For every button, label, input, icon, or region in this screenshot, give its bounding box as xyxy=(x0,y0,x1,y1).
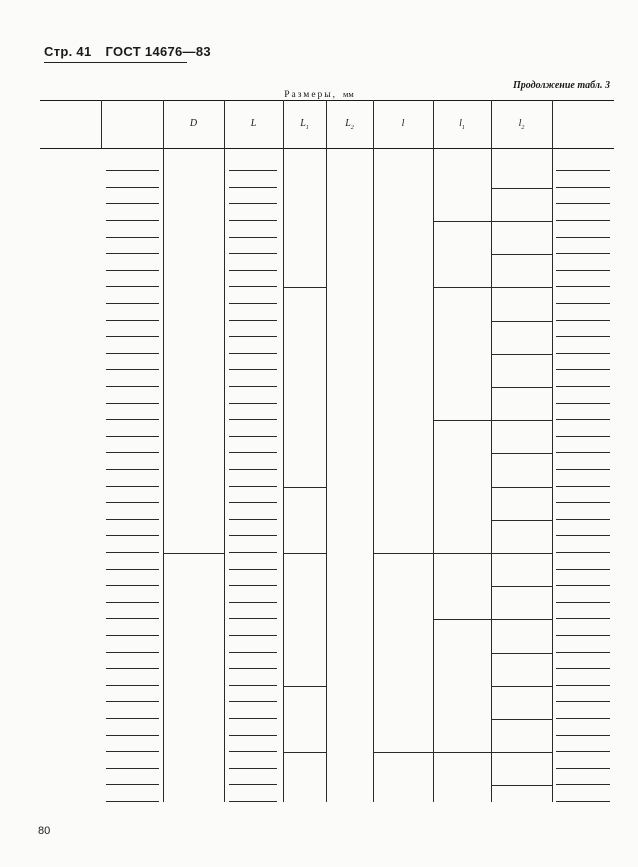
application-blank-line xyxy=(106,303,159,304)
mass-underline xyxy=(556,237,610,238)
L-underline xyxy=(229,303,277,304)
mass-underline xyxy=(556,618,610,619)
application-blank-line xyxy=(106,585,159,586)
merged-l-group-rule xyxy=(373,553,433,554)
L-underline xyxy=(229,270,277,271)
mass-underline xyxy=(556,535,610,536)
application-blank-line xyxy=(106,618,159,619)
mass-underline xyxy=(556,585,610,586)
application-blank-line xyxy=(106,170,159,171)
application-blank-line xyxy=(106,419,159,420)
L-underline xyxy=(229,203,277,204)
header-bottom-rule xyxy=(40,148,614,149)
merged-l2-group-rule xyxy=(491,487,552,488)
application-blank-line xyxy=(106,353,159,354)
mass-underline xyxy=(556,701,610,702)
merged-l2-group-rule xyxy=(491,354,552,355)
column-divider xyxy=(326,148,327,802)
mass-underline xyxy=(556,419,610,420)
application-blank-line xyxy=(106,386,159,387)
mass-underline xyxy=(556,652,610,653)
L-underline xyxy=(229,403,277,404)
header-l1 xyxy=(433,118,491,131)
header-D xyxy=(163,118,224,129)
L-underline xyxy=(229,768,277,769)
table-top-rule xyxy=(40,100,614,101)
application-blank-line xyxy=(106,685,159,686)
L-underline xyxy=(229,801,277,802)
application-blank-line xyxy=(106,469,159,470)
application-blank-line xyxy=(106,801,159,802)
application-blank-line xyxy=(106,602,159,603)
L-underline xyxy=(229,253,277,254)
header-L1-symbol: L xyxy=(300,118,306,129)
page-label: Стр. 41 xyxy=(44,44,92,59)
continuation-label: Продолжение табл. 3 xyxy=(512,80,610,91)
application-blank-line xyxy=(106,718,159,719)
merged-l1-group-rule xyxy=(433,221,491,222)
merged-l2-group-rule xyxy=(491,321,552,322)
merged-l2-group-rule xyxy=(491,287,552,288)
application-blank-line xyxy=(106,187,159,188)
mass-underline xyxy=(556,486,610,487)
mass-underline xyxy=(556,369,610,370)
application-blank-line xyxy=(106,237,159,238)
L-underline xyxy=(229,635,277,636)
mass-underline xyxy=(556,336,610,337)
merged-L1-group-rule xyxy=(283,686,326,687)
column-divider xyxy=(433,148,434,802)
L-underline xyxy=(229,336,277,337)
header-column-divider xyxy=(552,100,553,148)
L-underline xyxy=(229,519,277,520)
L-underline xyxy=(229,286,277,287)
L-underline xyxy=(229,419,277,420)
application-blank-line xyxy=(106,635,159,636)
mass-underline xyxy=(556,602,610,603)
L-underline xyxy=(229,535,277,536)
column-divider xyxy=(224,148,225,802)
mass-underline xyxy=(556,452,610,453)
application-blank-line xyxy=(106,203,159,204)
L-underline xyxy=(229,618,277,619)
L-underline xyxy=(229,170,277,171)
header-rule xyxy=(44,62,187,63)
header-L1 xyxy=(283,118,326,131)
mass-underline xyxy=(556,303,610,304)
application-blank-line xyxy=(106,701,159,702)
mass-underline xyxy=(556,320,610,321)
mass-underline xyxy=(556,386,610,387)
header-L xyxy=(224,118,283,129)
mass-underline xyxy=(556,519,610,520)
mass-underline xyxy=(556,187,610,188)
column-divider xyxy=(373,148,374,802)
application-blank-line xyxy=(106,569,159,570)
mass-underline xyxy=(556,353,610,354)
application-blank-line xyxy=(106,535,159,536)
L-underline xyxy=(229,602,277,603)
header-L2-subscript: 2 xyxy=(350,125,354,131)
L-underline xyxy=(229,652,277,653)
merged-l1-group-rule xyxy=(433,287,491,288)
L-underline xyxy=(229,486,277,487)
application-blank-line xyxy=(106,668,159,669)
dimensions-text: Размеры, xyxy=(284,90,338,100)
merged-l2-group-rule xyxy=(491,520,552,521)
application-blank-line xyxy=(106,286,159,287)
L-underline xyxy=(229,751,277,752)
merged-l2-group-rule xyxy=(491,387,552,388)
L-underline xyxy=(229,187,277,188)
merged-l2-group-rule xyxy=(491,785,552,786)
application-blank-line xyxy=(106,253,159,254)
merged-L1-group-rule xyxy=(283,752,326,753)
merged-l2-group-rule xyxy=(491,752,552,753)
L-underline xyxy=(229,452,277,453)
L-underline xyxy=(229,386,277,387)
L-underline xyxy=(229,718,277,719)
column-divider xyxy=(283,148,284,802)
header-l1-subscript: 1 xyxy=(461,125,465,131)
dimensions-label xyxy=(0,89,638,100)
merged-l2-group-rule xyxy=(491,254,552,255)
application-blank-line xyxy=(106,486,159,487)
mass-underline xyxy=(556,801,610,802)
merged-l-group-rule xyxy=(373,752,433,753)
header-column-divider xyxy=(101,100,102,148)
L-underline xyxy=(229,552,277,553)
merged-l2-group-rule xyxy=(491,586,552,587)
header-l1-symbol: l xyxy=(459,118,462,129)
column-divider xyxy=(552,148,553,802)
header-L-symbol: L xyxy=(250,118,257,129)
mass-underline xyxy=(556,718,610,719)
merged-l2-group-rule xyxy=(491,719,552,720)
page-header xyxy=(44,44,211,59)
merged-l2-group-rule xyxy=(491,420,552,421)
application-blank-line xyxy=(106,735,159,736)
mass-underline xyxy=(556,768,610,769)
L-underline xyxy=(229,220,277,221)
mass-underline xyxy=(556,552,610,553)
application-blank-line xyxy=(106,220,159,221)
merged-l2-group-rule xyxy=(491,653,552,654)
application-blank-line xyxy=(106,519,159,520)
mass-underline xyxy=(556,270,610,271)
L-underline xyxy=(229,569,277,570)
mass-underline xyxy=(556,569,610,570)
application-blank-line xyxy=(106,270,159,271)
mass-underline xyxy=(556,635,610,636)
application-blank-line xyxy=(106,403,159,404)
application-blank-line xyxy=(106,768,159,769)
merged-l2-group-rule xyxy=(491,453,552,454)
header-l-symbol: l xyxy=(401,118,405,129)
header-l2-subscript: 2 xyxy=(521,125,525,131)
page-number: 80 xyxy=(38,825,51,837)
merged-l2-group-rule xyxy=(491,619,552,620)
header-l xyxy=(373,118,433,129)
L-underline xyxy=(229,369,277,370)
mass-underline xyxy=(556,784,610,785)
mass-underline xyxy=(556,502,610,503)
application-blank-line xyxy=(106,552,159,553)
mass-underline xyxy=(556,220,610,221)
merged-l1-group-rule xyxy=(433,553,491,554)
standard-label: ГОСТ 14676—83 xyxy=(105,44,211,59)
merged-l1-group-rule xyxy=(433,420,491,421)
merged-L1-group-rule xyxy=(283,553,326,554)
L-underline xyxy=(229,685,277,686)
mass-underline xyxy=(556,286,610,287)
mass-underline xyxy=(556,668,610,669)
mass-underline xyxy=(556,685,610,686)
mass-underline xyxy=(556,403,610,404)
header-l2 xyxy=(491,118,552,131)
application-blank-line xyxy=(106,452,159,453)
mass-underline xyxy=(556,436,610,437)
L-underline xyxy=(229,320,277,321)
L-underline xyxy=(229,436,277,437)
L-underline xyxy=(229,353,277,354)
header-l2-symbol: l xyxy=(518,118,522,129)
dimensions-unit: мм xyxy=(343,89,354,99)
header-L2 xyxy=(326,118,373,131)
L-underline xyxy=(229,784,277,785)
merged-D-group-rule xyxy=(163,553,224,554)
mass-underline xyxy=(556,735,610,736)
application-blank-line xyxy=(106,369,159,370)
mass-underline xyxy=(556,751,610,752)
application-blank-line xyxy=(106,784,159,785)
application-blank-line xyxy=(106,652,159,653)
L-underline xyxy=(229,701,277,702)
application-blank-line xyxy=(106,436,159,437)
mass-underline xyxy=(556,253,610,254)
L-underline xyxy=(229,237,277,238)
L-underline xyxy=(229,502,277,503)
L-underline xyxy=(229,585,277,586)
L-underline xyxy=(229,469,277,470)
merged-l2-group-rule xyxy=(491,221,552,222)
application-blank-line xyxy=(106,751,159,752)
merged-l2-group-rule xyxy=(491,188,552,189)
header-D-symbol: D xyxy=(189,118,198,129)
L-underline xyxy=(229,668,277,669)
column-divider xyxy=(163,148,164,802)
merged-l2-group-rule xyxy=(491,686,552,687)
merged-l1-group-rule xyxy=(433,752,491,753)
merged-l1-group-rule xyxy=(433,619,491,620)
header-L2-symbol: L xyxy=(345,118,351,129)
mass-underline xyxy=(556,469,610,470)
merged-L1-group-rule xyxy=(283,287,326,288)
header-L1-subscript: 1 xyxy=(305,125,309,131)
mass-underline xyxy=(556,203,610,204)
merged-l2-group-rule xyxy=(491,553,552,554)
application-blank-line xyxy=(106,320,159,321)
merged-L1-group-rule xyxy=(283,487,326,488)
application-blank-line xyxy=(106,502,159,503)
L-underline xyxy=(229,735,277,736)
application-blank-line xyxy=(106,336,159,337)
column-divider xyxy=(491,148,492,802)
mass-underline xyxy=(556,170,610,171)
